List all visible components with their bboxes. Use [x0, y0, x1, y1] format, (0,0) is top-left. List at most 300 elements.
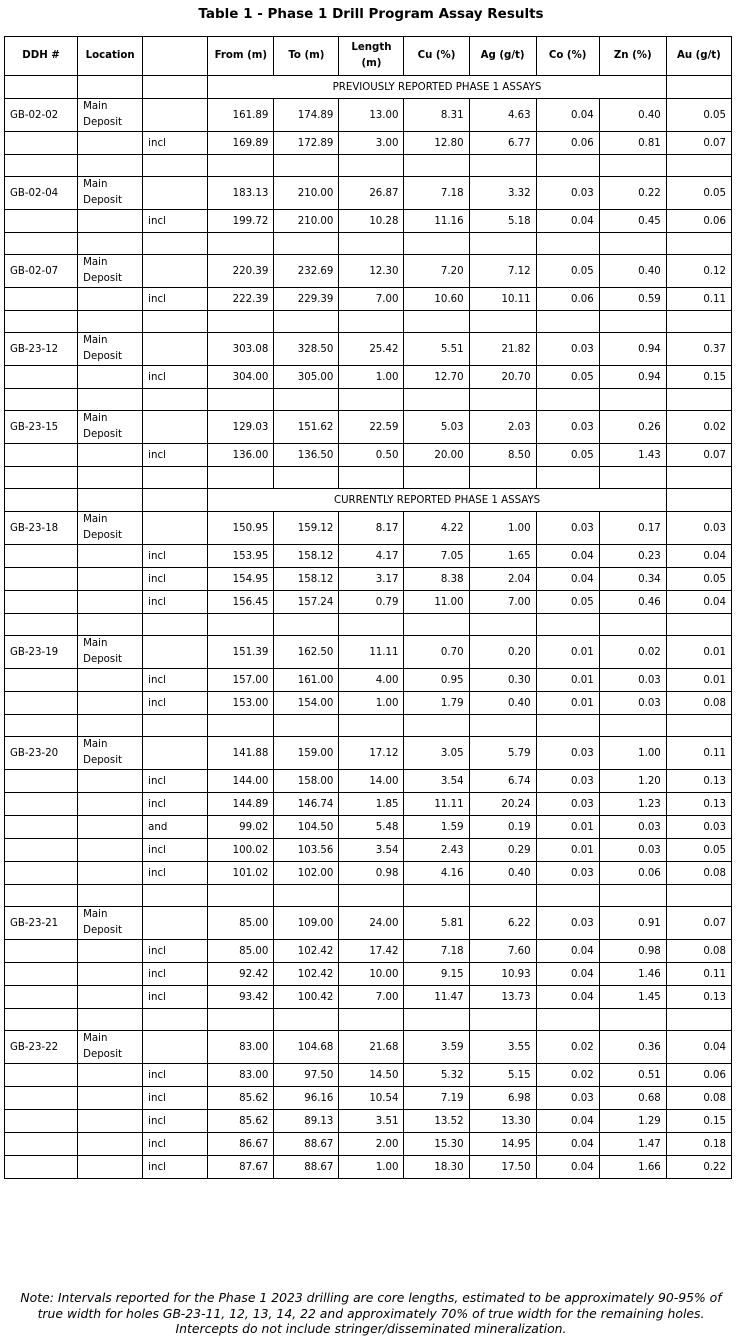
value-cell: 13.73: [469, 986, 536, 1009]
empty-cell: [404, 1009, 469, 1031]
interval-row: [5, 1110, 732, 1133]
value-cell: 0.05: [666, 177, 731, 210]
empty-cell: [666, 1009, 731, 1031]
empty-cell: [339, 715, 404, 737]
value-cell: 3.59: [404, 1031, 469, 1064]
value-cell: 0.50: [339, 444, 404, 467]
interval-row: [5, 288, 732, 311]
value-cell: 83.00: [208, 1064, 274, 1087]
value-cell: 7.00: [469, 591, 536, 614]
value-cell: 220.39: [208, 255, 274, 288]
value-cell: 0.05: [536, 444, 599, 467]
empty-cell: [143, 885, 208, 907]
value-cell: 0.94: [599, 333, 666, 366]
spacer-row: [5, 1009, 732, 1031]
table-title: Table 1 - Phase 1 Drill Program Assay Results: [198, 6, 544, 22]
empty-cell: [666, 467, 731, 489]
spacer-row: [5, 715, 732, 737]
value-cell: 141.88: [208, 737, 274, 770]
value-cell: 0.05: [666, 568, 731, 591]
hole-row: [5, 255, 732, 288]
value-cell: 7.20: [404, 255, 469, 288]
empty-cell: [274, 1009, 339, 1031]
value-cell: 85.00: [208, 907, 274, 940]
empty-cell: [666, 233, 731, 255]
value-cell: 5.79: [469, 737, 536, 770]
empty-cell: [469, 885, 536, 907]
value-cell: 9.15: [404, 963, 469, 986]
empty-cell: [469, 311, 536, 333]
ddh-cell: [5, 986, 78, 1009]
value-cell: 0.12: [666, 255, 731, 288]
value-cell: 0.03: [536, 793, 599, 816]
value-cell: 87.67: [208, 1156, 274, 1179]
value-cell: 1.23: [599, 793, 666, 816]
ddh-cell: GB-23-18: [5, 512, 78, 545]
value-cell: 83.00: [208, 1031, 274, 1064]
empty-cell: [666, 885, 731, 907]
empty-cell: [208, 1009, 274, 1031]
qualifier-cell: incl: [143, 1133, 208, 1156]
ddh-cell: [5, 132, 78, 155]
empty-cell: [5, 614, 78, 636]
value-cell: 13.30: [469, 1110, 536, 1133]
value-cell: 229.39: [274, 288, 339, 311]
value-cell: 4.17: [339, 545, 404, 568]
empty-cell: [599, 467, 666, 489]
value-cell: 6.22: [469, 907, 536, 940]
location-cell: [78, 591, 143, 614]
location-cell: [78, 963, 143, 986]
value-cell: 0.22: [599, 177, 666, 210]
col-header: Ag (g/t): [469, 37, 536, 76]
value-cell: 0.08: [666, 692, 731, 715]
interval-row: [5, 862, 732, 885]
value-cell: 0.02: [666, 411, 731, 444]
col-header: From (m): [208, 37, 274, 76]
ddh-cell: [5, 839, 78, 862]
empty-cell: [469, 233, 536, 255]
spacer-row: [5, 467, 732, 489]
location-cell: [78, 210, 143, 233]
value-cell: 0.05: [666, 839, 731, 862]
footnote: Note: Intervals reported for the Phase 1 2023 drilling are core lengths, estimated to be approximately 90-95% of true width for holes GB-23-11, 12, 13, 14, 22 and approximately 70% of true width for the remaining holes. Intercepts do not include stringer/disseminated mineralization.: [20, 1290, 722, 1336]
empty-cell: [469, 389, 536, 411]
empty-cell: [404, 389, 469, 411]
location-cell: [78, 545, 143, 568]
value-cell: 5.32: [404, 1064, 469, 1087]
empty-cell: [339, 311, 404, 333]
value-cell: 0.02: [536, 1031, 599, 1064]
value-cell: 1.66: [599, 1156, 666, 1179]
value-cell: 0.98: [339, 862, 404, 885]
value-cell: 4.16: [404, 862, 469, 885]
empty-cell: [599, 311, 666, 333]
value-cell: 14.50: [339, 1064, 404, 1087]
empty-cell: [339, 389, 404, 411]
value-cell: 304.00: [208, 366, 274, 389]
interval-row: [5, 132, 732, 155]
value-cell: 3.54: [339, 839, 404, 862]
empty-cell: [339, 1009, 404, 1031]
value-cell: 0.23: [599, 545, 666, 568]
location-cell: [78, 1133, 143, 1156]
empty-cell: [666, 76, 731, 99]
interval-row: [5, 1064, 732, 1087]
qualifier-cell: [143, 512, 208, 545]
empty-cell: [599, 233, 666, 255]
value-cell: 4.00: [339, 669, 404, 692]
empty-cell: [536, 389, 599, 411]
col-header: Au (g/t): [666, 37, 731, 76]
value-cell: 199.72: [208, 210, 274, 233]
col-header: Cu (%): [404, 37, 469, 76]
empty-cell: [599, 155, 666, 177]
value-cell: 103.56: [274, 839, 339, 862]
empty-cell: [5, 76, 78, 99]
value-cell: 6.98: [469, 1087, 536, 1110]
ddh-cell: [5, 1110, 78, 1133]
empty-cell: [78, 311, 143, 333]
qualifier-cell: incl: [143, 1064, 208, 1087]
value-cell: 21.68: [339, 1031, 404, 1064]
interval-row: [5, 1087, 732, 1110]
value-cell: 0.13: [666, 770, 731, 793]
section-label: CURRENTLY REPORTED PHASE 1 ASSAYS: [208, 489, 667, 512]
value-cell: 2.43: [404, 839, 469, 862]
value-cell: 12.80: [404, 132, 469, 155]
value-cell: 0.06: [599, 862, 666, 885]
qualifier-cell: incl: [143, 568, 208, 591]
qualifier-cell: [143, 1031, 208, 1064]
empty-cell: [78, 467, 143, 489]
value-cell: 97.50: [274, 1064, 339, 1087]
header-row: [5, 37, 732, 76]
qualifier-cell: incl: [143, 210, 208, 233]
value-cell: 7.12: [469, 255, 536, 288]
empty-cell: [78, 233, 143, 255]
ddh-cell: GB-23-20: [5, 737, 78, 770]
empty-cell: [5, 1009, 78, 1031]
value-cell: 0.51: [599, 1064, 666, 1087]
value-cell: 11.00: [404, 591, 469, 614]
qualifier-cell: incl: [143, 940, 208, 963]
empty-cell: [339, 614, 404, 636]
value-cell: 0.06: [536, 288, 599, 311]
hole-row: [5, 333, 732, 366]
value-cell: 151.62: [274, 411, 339, 444]
value-cell: 13.00: [339, 99, 404, 132]
value-cell: 102.42: [274, 940, 339, 963]
value-cell: 2.03: [469, 411, 536, 444]
value-cell: 129.03: [208, 411, 274, 444]
value-cell: 154.00: [274, 692, 339, 715]
location-cell: Main Deposit: [78, 411, 143, 444]
value-cell: 22.59: [339, 411, 404, 444]
value-cell: 7.18: [404, 940, 469, 963]
value-cell: 0.81: [599, 132, 666, 155]
value-cell: 10.54: [339, 1087, 404, 1110]
empty-cell: [404, 233, 469, 255]
location-cell: [78, 940, 143, 963]
location-cell: Main Deposit: [78, 177, 143, 210]
value-cell: 7.60: [469, 940, 536, 963]
empty-cell: [143, 467, 208, 489]
value-cell: 0.46: [599, 591, 666, 614]
value-cell: 4.22: [404, 512, 469, 545]
value-cell: 305.00: [274, 366, 339, 389]
value-cell: 1.45: [599, 986, 666, 1009]
value-cell: 100.42: [274, 986, 339, 1009]
col-header: Co (%): [536, 37, 599, 76]
empty-cell: [208, 885, 274, 907]
value-cell: 1.59: [404, 816, 469, 839]
empty-cell: [143, 1009, 208, 1031]
value-cell: 0.03: [536, 333, 599, 366]
qualifier-cell: incl: [143, 770, 208, 793]
value-cell: 0.04: [536, 568, 599, 591]
location-cell: Main Deposit: [78, 1031, 143, 1064]
ddh-cell: [5, 288, 78, 311]
value-cell: 161.89: [208, 99, 274, 132]
value-cell: 0.03: [599, 669, 666, 692]
value-cell: 11.47: [404, 986, 469, 1009]
value-cell: 0.01: [666, 636, 731, 669]
empty-cell: [5, 311, 78, 333]
value-cell: 8.31: [404, 99, 469, 132]
ddh-cell: GB-02-04: [5, 177, 78, 210]
value-cell: 20.24: [469, 793, 536, 816]
value-cell: 169.89: [208, 132, 274, 155]
qualifier-cell: [143, 907, 208, 940]
value-cell: 222.39: [208, 288, 274, 311]
hole-row: [5, 737, 732, 770]
value-cell: 102.42: [274, 963, 339, 986]
empty-cell: [143, 389, 208, 411]
value-cell: 0.04: [536, 963, 599, 986]
section-row: [5, 76, 732, 99]
location-cell: [78, 793, 143, 816]
value-cell: 0.08: [666, 862, 731, 885]
ddh-cell: [5, 444, 78, 467]
value-cell: 0.08: [666, 1087, 731, 1110]
empty-cell: [599, 1009, 666, 1031]
value-cell: 3.32: [469, 177, 536, 210]
empty-cell: [78, 1009, 143, 1031]
value-cell: 8.17: [339, 512, 404, 545]
value-cell: 7.05: [404, 545, 469, 568]
qualifier-cell: [143, 255, 208, 288]
empty-cell: [599, 885, 666, 907]
value-cell: 86.67: [208, 1133, 274, 1156]
empty-cell: [78, 389, 143, 411]
value-cell: 0.02: [599, 636, 666, 669]
empty-cell: [208, 389, 274, 411]
value-cell: 18.30: [404, 1156, 469, 1179]
value-cell: 2.00: [339, 1133, 404, 1156]
ddh-cell: [5, 568, 78, 591]
value-cell: 174.89: [274, 99, 339, 132]
empty-cell: [78, 76, 143, 99]
value-cell: 0.98: [599, 940, 666, 963]
value-cell: 0.36: [599, 1031, 666, 1064]
value-cell: 0.04: [536, 1110, 599, 1133]
col-header: DDH #: [5, 37, 78, 76]
empty-cell: [404, 155, 469, 177]
empty-cell: [5, 467, 78, 489]
value-cell: 13.52: [404, 1110, 469, 1133]
value-cell: 0.04: [536, 940, 599, 963]
value-cell: 144.89: [208, 793, 274, 816]
ddh-cell: [5, 770, 78, 793]
empty-cell: [666, 614, 731, 636]
empty-cell: [404, 715, 469, 737]
interval-row: [5, 940, 732, 963]
ddh-cell: [5, 366, 78, 389]
value-cell: 0.15: [666, 366, 731, 389]
value-cell: 5.48: [339, 816, 404, 839]
location-cell: Main Deposit: [78, 737, 143, 770]
ddh-cell: [5, 1087, 78, 1110]
location-cell: [78, 1110, 143, 1133]
qualifier-cell: [143, 636, 208, 669]
empty-cell: [339, 233, 404, 255]
value-cell: 0.03: [666, 512, 731, 545]
value-cell: 88.67: [274, 1133, 339, 1156]
empty-cell: [208, 233, 274, 255]
value-cell: 5.15: [469, 1064, 536, 1087]
hole-row: [5, 177, 732, 210]
qualifier-cell: [143, 177, 208, 210]
value-cell: 0.03: [536, 862, 599, 885]
empty-cell: [78, 155, 143, 177]
value-cell: 7.18: [404, 177, 469, 210]
value-cell: 10.60: [404, 288, 469, 311]
value-cell: 0.79: [339, 591, 404, 614]
empty-cell: [78, 715, 143, 737]
value-cell: 0.13: [666, 986, 731, 1009]
value-cell: 156.45: [208, 591, 274, 614]
value-cell: 0.94: [599, 366, 666, 389]
value-cell: 1.46: [599, 963, 666, 986]
empty-cell: [143, 715, 208, 737]
value-cell: 0.11: [666, 288, 731, 311]
location-cell: Main Deposit: [78, 636, 143, 669]
value-cell: 0.11: [666, 737, 731, 770]
empty-cell: [274, 389, 339, 411]
qualifier-cell: incl: [143, 669, 208, 692]
qualifier-cell: incl: [143, 963, 208, 986]
section-row: [5, 489, 732, 512]
value-cell: 5.81: [404, 907, 469, 940]
empty-cell: [5, 885, 78, 907]
value-cell: 159.12: [274, 512, 339, 545]
value-cell: 25.42: [339, 333, 404, 366]
value-cell: 0.04: [536, 210, 599, 233]
qualifier-cell: incl: [143, 862, 208, 885]
value-cell: 0.04: [536, 545, 599, 568]
qualifier-cell: incl: [143, 839, 208, 862]
value-cell: 210.00: [274, 177, 339, 210]
value-cell: 0.22: [666, 1156, 731, 1179]
value-cell: 0.03: [536, 1087, 599, 1110]
interval-row: [5, 839, 732, 862]
value-cell: 172.89: [274, 132, 339, 155]
location-cell: [78, 1064, 143, 1087]
value-cell: 6.77: [469, 132, 536, 155]
value-cell: 210.00: [274, 210, 339, 233]
col-header: To (m): [274, 37, 339, 76]
empty-cell: [404, 614, 469, 636]
value-cell: 153.95: [208, 545, 274, 568]
hole-row: [5, 1031, 732, 1064]
value-cell: 0.05: [536, 591, 599, 614]
qualifier-cell: incl: [143, 692, 208, 715]
empty-cell: [274, 155, 339, 177]
value-cell: 1.00: [339, 692, 404, 715]
ddh-cell: [5, 1156, 78, 1179]
col-header: Location: [78, 37, 143, 76]
value-cell: 0.13: [666, 793, 731, 816]
location-cell: [78, 568, 143, 591]
value-cell: 5.51: [404, 333, 469, 366]
value-cell: 10.00: [339, 963, 404, 986]
table-body: [5, 76, 732, 1179]
empty-cell: [404, 467, 469, 489]
empty-cell: [339, 885, 404, 907]
ddh-cell: [5, 210, 78, 233]
value-cell: 328.50: [274, 333, 339, 366]
interval-row: [5, 568, 732, 591]
value-cell: 3.05: [404, 737, 469, 770]
empty-cell: [536, 233, 599, 255]
spacer-row: [5, 311, 732, 333]
empty-cell: [274, 311, 339, 333]
empty-cell: [469, 1009, 536, 1031]
empty-cell: [274, 233, 339, 255]
empty-cell: [143, 76, 208, 99]
location-cell: [78, 1087, 143, 1110]
value-cell: 12.70: [404, 366, 469, 389]
value-cell: 0.03: [536, 907, 599, 940]
value-cell: 17.50: [469, 1156, 536, 1179]
value-cell: 14.95: [469, 1133, 536, 1156]
value-cell: 0.01: [536, 816, 599, 839]
value-cell: 232.69: [274, 255, 339, 288]
assay-table: [4, 36, 732, 1179]
empty-cell: [208, 467, 274, 489]
value-cell: 96.16: [274, 1087, 339, 1110]
empty-cell: [536, 1009, 599, 1031]
value-cell: 8.50: [469, 444, 536, 467]
value-cell: 0.30: [469, 669, 536, 692]
value-cell: 1.79: [404, 692, 469, 715]
value-cell: 1.00: [599, 737, 666, 770]
empty-cell: [274, 467, 339, 489]
value-cell: 104.50: [274, 816, 339, 839]
value-cell: 0.03: [536, 770, 599, 793]
empty-cell: [5, 489, 78, 512]
interval-row: [5, 1156, 732, 1179]
value-cell: 89.13: [274, 1110, 339, 1133]
value-cell: 26.87: [339, 177, 404, 210]
qualifier-cell: incl: [143, 1110, 208, 1133]
col-header: Zn (%): [599, 37, 666, 76]
value-cell: 0.59: [599, 288, 666, 311]
value-cell: 0.06: [536, 132, 599, 155]
value-cell: 0.07: [666, 132, 731, 155]
interval-row: [5, 793, 732, 816]
